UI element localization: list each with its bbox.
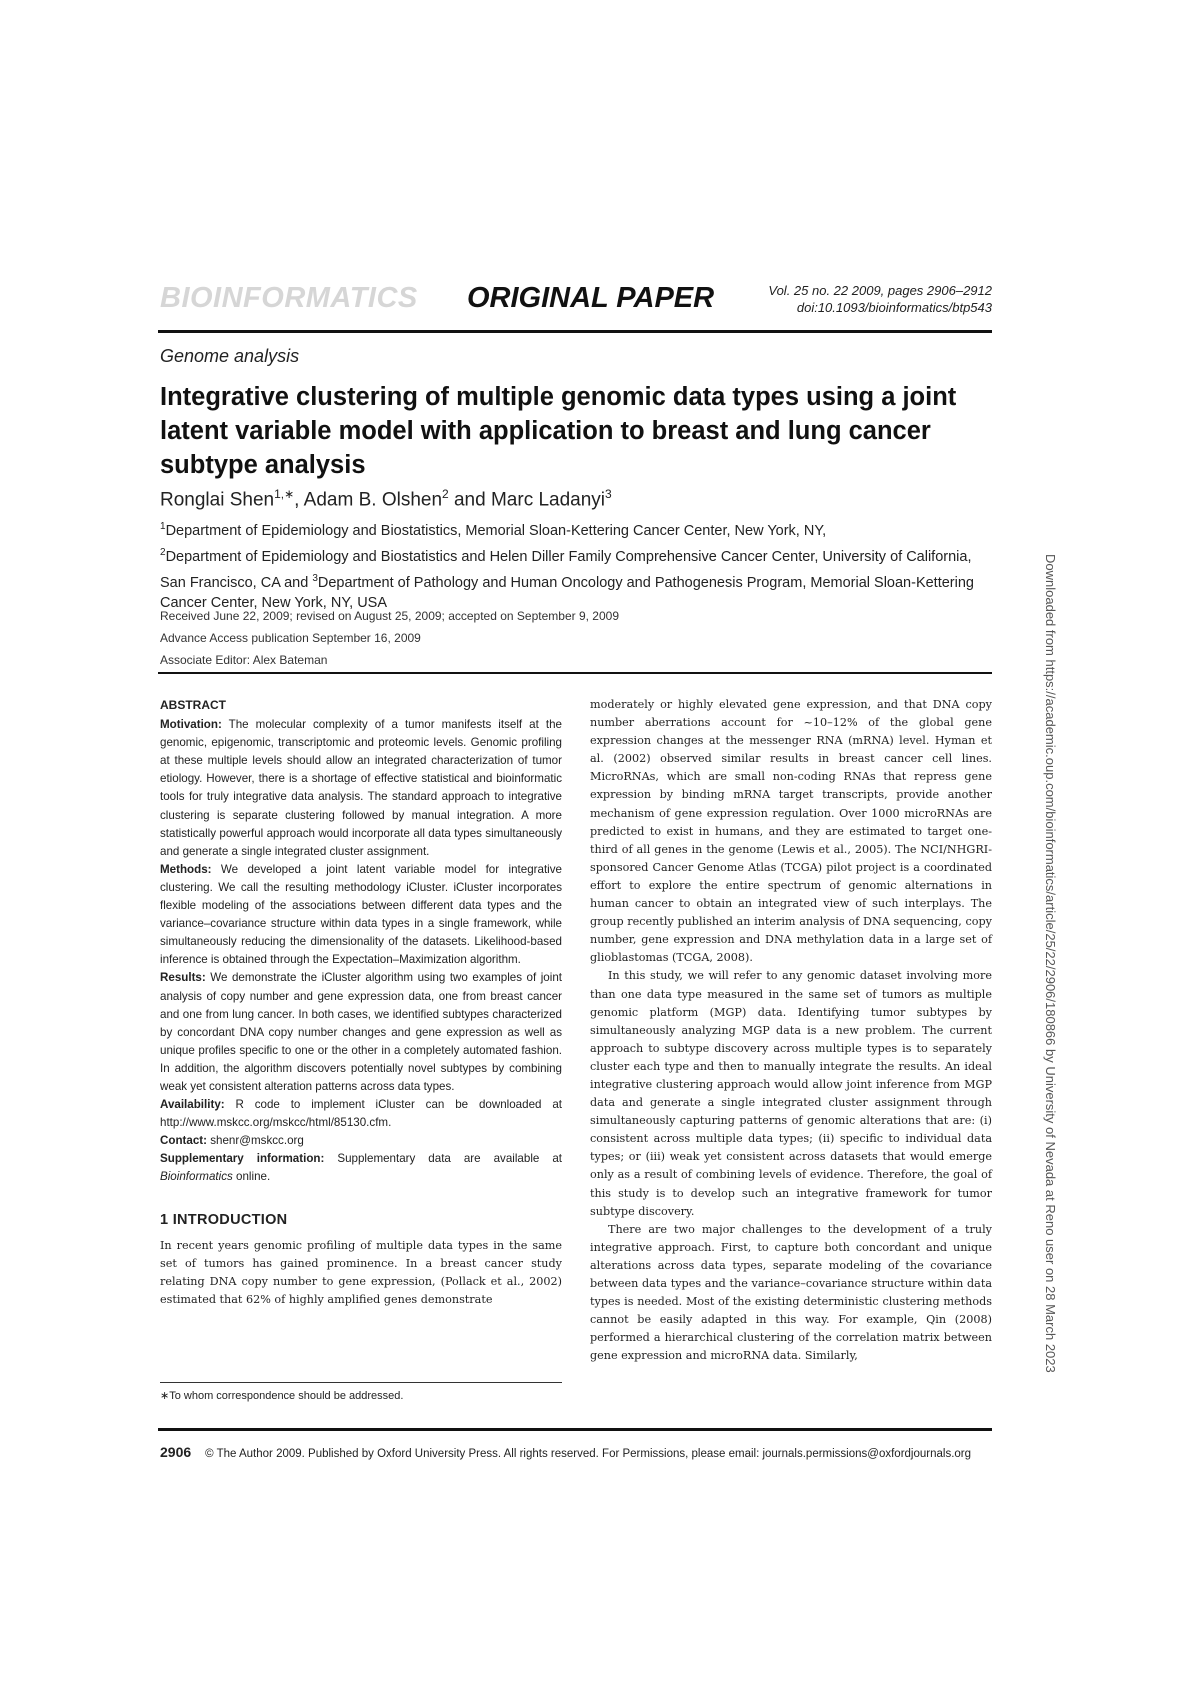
publication-dates bbox=[160, 605, 960, 671]
affiliations bbox=[160, 516, 1000, 614]
section-label: Genome analysis bbox=[160, 346, 300, 366]
author-marker: 2 bbox=[442, 487, 449, 501]
download-watermark: Downloaded from https://academic.oup.com/bioinformatics/article/25/22/2906/180866 by University of Nevada at Reno user on 28 March 2023 bbox=[1043, 554, 1058, 1373]
affiliation-1: $^1$Department of Epidemiology and Biostatistics, Memorial Sloan-Kettering Cancer Center, New York, NY, bbox=[160, 521, 827, 539]
footer-rule bbox=[158, 1428, 992, 1431]
received-line: Received June 22, 2009; revised on August 25, 2009; accepted on September 9, 2009 bbox=[160, 609, 619, 623]
footnote-rule bbox=[160, 1382, 562, 1383]
author-marker: 1,∗ bbox=[274, 487, 295, 501]
right-column bbox=[590, 696, 992, 1365]
author-name: Adam B. Olshen bbox=[303, 489, 443, 511]
introduction-paragraph-continued: moderately or highly elevated gene expression, and that DNA copy number aberrations account for ~10–12% of the global gene expression changes at the messenger RNA (mRNA) level. Hyman et al. (2002) observed similar results in breast cancer cell lines. MicroRNAs, which are small non-coding RNAs that repress gene expression by binding mRNA target transcripts, provide another mechanism of gene expression regulation. Over 1000 microRNAs are predicted to exist in humans, and they are estimated to target one-third of all genes in the genome (Lewis et al., 2005). The NCI/NHGRI-sponsored Cancer Genome Atlas (TCGA) pilot project is a coordinated effort to explore the entire spectrum of genomic alternations in human cancer to obtain an integrated view of such interplays. The group recently published an interim analysis of DNA sequencing, copy number, gene expression and DNA methylation data in a large set of glioblastomas (TCGA, 2008). bbox=[590, 698, 992, 965]
copyright-notice: © The Author 2009. Published by Oxford University Press. All rights reserved. For Permissions, please email: journals.permissions@oxfordjournals.org bbox=[205, 1448, 972, 1460]
abstract-availability: Availability: R code to implement iCluster can be downloaded at http://www.mskcc.org/mskcc/html/85130.cfm. bbox=[160, 1098, 562, 1130]
author-name: Marc Ladanyi bbox=[490, 489, 606, 511]
abstract-results: Results: We demonstrate the iCluster algorithm using two examples of joint analysis of copy number and gene expression data, one from breast cancer and one from lung cancer. In both cases, we identified subtypes characterized by concordant DNA copy number changes and gene expression as well as unique profiles specific to one or the other in a completely automated fashion. In addition, the algorithm discovers potentially novel subtypes by combining weak yet consistent alteration patterns across data types. bbox=[160, 971, 562, 1093]
page-number: 2906 bbox=[160, 1444, 192, 1460]
abstract-motivation: Motivation: The molecular complexity of a tumor manifests itself at the genomic, epigenomic, transcriptomic and proteomic levels. Genomic profiling at these multiple levels should allow an integrated characterization of tumor etiology. However, there is a shortage of effective statistical and bioinformatic tools for truly integrative data analysis. The standard approach to integrative clustering is separate clustering followed by manual integration. A more statistically powerful approach would incorporate all data types simultaneously and generate a single integrated cluster assignment. bbox=[160, 718, 562, 858]
author-line bbox=[160, 487, 612, 511]
introduction-heading: 1 INTRODUCTION bbox=[160, 1211, 288, 1228]
doi-line: doi:10.1093/bioinformatics/btp543 bbox=[796, 300, 992, 315]
author-marker: 3 bbox=[605, 487, 612, 501]
introduction-paragraph-2: In this study, we will refer to any genomic dataset involving more than one data type measured in the same set of tumors as multiple genomic platform (MGP) data. Identifying tumor subtypes by simultaneously analyzing MGP data is a new problem. The current approach to subtype discovery across multiple types is to separately cluster each type and then to manually integrate the results. An ideal integrative clustering approach would allow joint inference from MGP data and generate a single integrated cluster assignment through simultaneously capturing patterns of genomic alterations that are: (i) consistent across multiple data types; (ii) specific to individual data types; or (iii) weak yet consistent across datasets that would emerge only as a result of combining levels of evidence. Therefore, the goal of this study is to develop such an integrative framework for tumor subtype discovery. bbox=[590, 969, 992, 1218]
introduction-paragraph-3: There are two major challenges to the development of a truly integrative approach. First, to capture both concordant and unique alterations across data types, separate modeling of the covariance between data types and the variance–covariance structure within data types is needed. Most of the existing deterministic clustering methods cannot be easily adapted in this way. For example, Qin (2008) performed a hierarchical clustering of the correlation matrix between gene expression and microRNA data. Similarly, bbox=[590, 1222, 992, 1363]
left-column bbox=[160, 696, 562, 1309]
abstract-contact: Contact: shenr@mskcc.org bbox=[160, 1134, 304, 1148]
author-name: Ronglai Shen bbox=[160, 489, 275, 511]
editor-line: Associate Editor: Alex Bateman bbox=[160, 653, 328, 667]
abstract-supplementary: Supplementary information: Supplementary data are available at Bioinformatics online. bbox=[160, 1152, 562, 1184]
abstract-heading: ABSTRACT bbox=[160, 698, 226, 712]
paper-title: Integrative clustering of multiple genomic data types using a joint latent variable model with application to breast and lung cancer subtype analysis bbox=[160, 383, 957, 479]
page-footer bbox=[160, 1444, 971, 1460]
header-rule bbox=[158, 330, 992, 333]
article-type: ORIGINAL PAPER bbox=[467, 282, 715, 314]
front-matter-rule bbox=[158, 672, 992, 674]
introduction-paragraph-1: In recent years genomic profiling of multiple data types in the same set of tumors has gained prominence. In a breast cancer study relating DNA copy number to gene expression, (Pollack et al., 2002) estimated that 62% of highly amplified genes demonstrate bbox=[160, 1238, 562, 1307]
author-separator: , bbox=[294, 489, 304, 511]
affiliation-2-3: $^2$Department of Epidemiology and Biostatistics and Helen Diller Family Comprehensive Cancer Center, University of California, San Francisco, CA and $^3$Department of Pathology and Human Oncology and Pathogenesis Program, Memorial Sloan-Kettering Cancer Center, New York, NY, USA bbox=[160, 546, 974, 612]
journal-name: BIOINFORMATICS bbox=[160, 282, 418, 314]
advance-access-line: Advance Access publication September 16, 2009 bbox=[160, 631, 421, 645]
abstract-methods: Methods: We developed a joint latent variable model for integrative clustering. We call the resulting methodology iCluster. iCluster incorporates flexible modeling of the associations between different data types and the variance–covariance structure within data types in a single framework, while simultaneously reducing the dimensionality of the datasets. Likelihood-based inference is obtained through the Expectation–Maximization algorithm. bbox=[160, 862, 562, 967]
author-separator: and bbox=[448, 489, 491, 511]
correspondence-footnote: ∗To whom correspondence should be addressed. bbox=[160, 1390, 404, 1402]
volume-info bbox=[760, 282, 992, 316]
volume-line: Vol. 25 no. 22 2009, pages 2906–2912 bbox=[768, 283, 992, 298]
